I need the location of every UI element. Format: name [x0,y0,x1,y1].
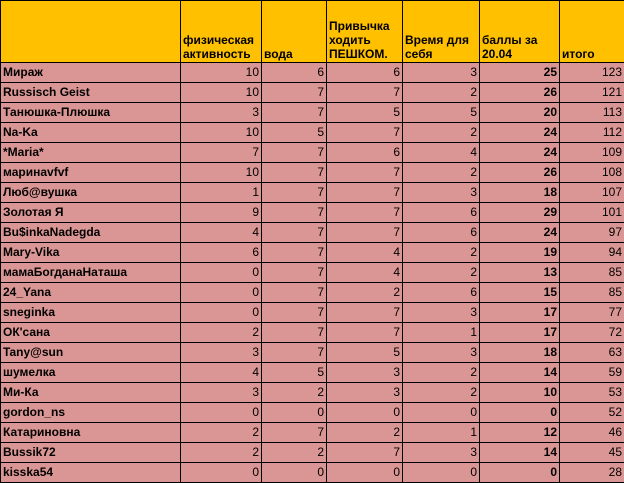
total-cell[interactable]: 112 [560,123,624,143]
points-cell[interactable]: 25 [480,63,560,83]
water-cell[interactable]: 5 [262,123,327,143]
total-cell[interactable]: 77 [560,303,624,323]
self-time-cell[interactable]: 2 [403,243,480,263]
activity-cell[interactable]: 3 [181,103,262,123]
total-cell[interactable]: 72 [560,323,624,343]
table-row [1,323,624,343]
points-cell[interactable]: 17 [480,323,560,343]
water-cell[interactable]: 0 [262,463,327,483]
activity-cell[interactable]: 0 [181,303,262,323]
activity-cell[interactable]: 7 [181,143,262,163]
name-cell[interactable]: Ми-Ка [1,383,181,403]
self-time-cell[interactable]: 3 [403,303,480,323]
self-time-cell[interactable]: 2 [403,163,480,183]
header-cell-total[interactable]: итого [560,1,624,63]
walking-cell[interactable]: 7 [327,223,403,243]
activity-cell[interactable]: 3 [181,383,262,403]
points-cell[interactable]: 19 [480,243,560,263]
self-time-cell[interactable]: 2 [403,263,480,283]
points-cell[interactable]: 10 [480,383,560,403]
name-cell[interactable]: Танюшка-Плюшка [1,103,181,123]
table-row [1,163,624,183]
table-row [1,183,624,203]
header-cell-activity[interactable]: физическая активность [181,1,262,63]
water-cell[interactable]: 7 [262,283,327,303]
walking-cell[interactable]: 4 [327,263,403,283]
name-cell[interactable]: шумелка [1,363,181,383]
walking-cell[interactable]: 0 [327,403,403,423]
name-cell[interactable]: *Maria* [1,143,181,163]
water-cell[interactable]: 2 [262,443,327,463]
total-cell[interactable]: 52 [560,403,624,423]
activity-cell[interactable]: 10 [181,83,262,103]
table-row [1,303,624,323]
name-cell[interactable]: Мираж [1,63,181,83]
name-cell[interactable]: Люб@вушка [1,183,181,203]
activity-cell[interactable]: 2 [181,323,262,343]
activity-cell[interactable]: 0 [181,463,262,483]
table-row [1,263,624,283]
self-time-cell[interactable]: 6 [403,283,480,303]
name-cell[interactable]: 24_Yana [1,283,181,303]
total-cell[interactable]: 101 [560,203,624,223]
walking-cell[interactable]: 7 [327,183,403,203]
total-cell[interactable]: 123 [560,63,624,83]
name-cell[interactable]: мамаБогданаНаташа [1,263,181,283]
table-row [1,463,624,483]
self-time-cell[interactable]: 3 [403,343,480,363]
activity-cell[interactable]: 3 [181,343,262,363]
header-cell-name[interactable] [1,1,181,63]
walking-cell[interactable]: 7 [327,83,403,103]
activity-cell[interactable]: 0 [181,403,262,423]
water-cell[interactable]: 7 [262,263,327,283]
total-cell[interactable]: 53 [560,383,624,403]
walking-cell[interactable]: 7 [327,303,403,323]
total-cell[interactable]: 113 [560,103,624,123]
water-cell[interactable]: 7 [262,303,327,323]
total-cell[interactable]: 85 [560,263,624,283]
water-cell[interactable]: 7 [262,323,327,343]
table-row [1,143,624,163]
activity-cell[interactable]: 4 [181,363,262,383]
table-row [1,123,624,143]
table-row [1,203,624,223]
table-body [1,63,624,483]
name-cell[interactable]: ОК'сана [1,323,181,343]
header-cell-self-time[interactable]: Время для себя [403,1,480,63]
points-cell[interactable]: 0 [480,463,560,483]
name-cell[interactable]: Bu$inkaNadegda [1,223,181,243]
activity-cell[interactable]: 9 [181,203,262,223]
points-cell[interactable]: 18 [480,183,560,203]
points-cell[interactable]: 12 [480,423,560,443]
table-row [1,363,624,383]
total-cell[interactable]: 97 [560,223,624,243]
table-row [1,83,624,103]
activity-cell[interactable]: 10 [181,123,262,143]
total-cell[interactable]: 46 [560,423,624,443]
self-time-cell[interactable]: 2 [403,83,480,103]
table-row [1,63,624,83]
water-cell[interactable]: 7 [262,103,327,123]
water-cell[interactable]: 7 [262,243,327,263]
self-time-cell[interactable]: 3 [403,183,480,203]
walking-cell[interactable]: 2 [327,423,403,443]
water-cell[interactable]: 7 [262,83,327,103]
water-cell[interactable]: 7 [262,343,327,363]
walking-cell[interactable]: 2 [327,283,403,303]
walking-cell[interactable]: 7 [327,203,403,223]
walking-cell[interactable]: 5 [327,103,403,123]
walking-cell[interactable]: 4 [327,243,403,263]
points-cell[interactable]: 18 [480,343,560,363]
total-cell[interactable]: 59 [560,363,624,383]
self-time-cell[interactable]: 3 [403,63,480,83]
self-time-cell[interactable]: 2 [403,363,480,383]
activity-cell[interactable]: 0 [181,263,262,283]
name-cell[interactable]: Катариновна [1,423,181,443]
total-cell[interactable]: 94 [560,243,624,263]
total-cell[interactable]: 109 [560,143,624,163]
total-cell[interactable]: 108 [560,163,624,183]
walking-cell[interactable]: 0 [327,463,403,483]
total-cell[interactable]: 63 [560,343,624,363]
name-cell[interactable]: Na-Ka [1,123,181,143]
name-cell[interactable]: Tany@sun [1,343,181,363]
water-cell[interactable]: 2 [262,383,327,403]
activity-cell[interactable]: 10 [181,63,262,83]
water-cell[interactable]: 7 [262,183,327,203]
self-time-cell[interactable]: 2 [403,383,480,403]
header-cell-water[interactable]: вода [262,1,327,63]
points-cell[interactable]: 24 [480,123,560,143]
total-cell[interactable]: 121 [560,83,624,103]
walking-cell[interactable]: 7 [327,123,403,143]
self-time-cell[interactable]: 0 [403,463,480,483]
self-time-cell[interactable]: 1 [403,323,480,343]
walking-cell[interactable]: 5 [327,343,403,363]
total-cell[interactable]: 107 [560,183,624,203]
total-cell[interactable]: 28 [560,463,624,483]
header-cell-walking[interactable]: Привычка ходить ПЕШКОМ. [327,1,403,63]
table-row [1,423,624,443]
points-cell[interactable]: 20 [480,103,560,123]
activity-cell[interactable]: 2 [181,423,262,443]
points-cell[interactable]: 14 [480,443,560,463]
table-row [1,343,624,363]
points-cell[interactable]: 26 [480,163,560,183]
table-row [1,383,624,403]
points-cell[interactable]: 24 [480,143,560,163]
water-cell[interactable]: 7 [262,223,327,243]
name-cell[interactable]: Золотая Я [1,203,181,223]
water-cell[interactable]: 7 [262,163,327,183]
name-cell[interactable]: sneginka [1,303,181,323]
walking-cell[interactable]: 7 [327,443,403,463]
walking-cell[interactable]: 3 [327,383,403,403]
name-cell[interactable]: Bussik72 [1,443,181,463]
self-time-cell[interactable]: 6 [403,203,480,223]
header-row [1,1,624,63]
activity-cell[interactable]: 0 [181,283,262,303]
activity-cell[interactable]: 2 [181,443,262,463]
table-row [1,403,624,423]
self-time-cell[interactable]: 2 [403,123,480,143]
table-row [1,443,624,463]
points-cell[interactable]: 24 [480,223,560,243]
walking-cell[interactable]: 7 [327,163,403,183]
self-time-cell[interactable]: 0 [403,403,480,423]
self-time-cell[interactable]: 5 [403,103,480,123]
name-cell[interactable]: gordon_ns [1,403,181,423]
name-cell[interactable]: Mary-Vika [1,243,181,263]
walking-cell[interactable]: 6 [327,63,403,83]
walking-cell[interactable]: 3 [327,363,403,383]
water-cell[interactable]: 7 [262,203,327,223]
self-time-cell[interactable]: 4 [403,143,480,163]
points-cell[interactable]: 13 [480,263,560,283]
points-cell[interactable]: 17 [480,303,560,323]
name-cell[interactable]: маринаvfvf [1,163,181,183]
points-cell[interactable]: 15 [480,283,560,303]
walking-cell[interactable]: 6 [327,143,403,163]
table-row [1,223,624,243]
water-cell[interactable]: 7 [262,143,327,163]
points-cell[interactable]: 14 [480,363,560,383]
self-time-cell[interactable]: 6 [403,223,480,243]
water-cell[interactable]: 5 [262,363,327,383]
total-cell[interactable]: 45 [560,443,624,463]
activity-cell[interactable]: 1 [181,183,262,203]
points-cell[interactable]: 26 [480,83,560,103]
total-cell[interactable]: 85 [560,283,624,303]
walking-cell[interactable]: 7 [327,323,403,343]
water-cell[interactable]: 7 [262,423,327,443]
points-cell[interactable]: 29 [480,203,560,223]
water-cell[interactable]: 0 [262,403,327,423]
table-row [1,243,624,263]
table-row [1,103,624,123]
water-cell[interactable]: 6 [262,63,327,83]
points-cell[interactable]: 0 [480,403,560,423]
table-row [1,283,624,303]
header-cell-points[interactable]: баллы за 20.04 [480,1,560,63]
self-time-cell[interactable]: 1 [403,423,480,443]
activity-cell[interactable]: 6 [181,243,262,263]
activity-cell[interactable]: 4 [181,223,262,243]
name-cell[interactable]: Russisch Geist [1,83,181,103]
name-cell[interactable]: kisska54 [1,463,181,483]
activity-cell[interactable]: 10 [181,163,262,183]
self-time-cell[interactable]: 3 [403,443,480,463]
